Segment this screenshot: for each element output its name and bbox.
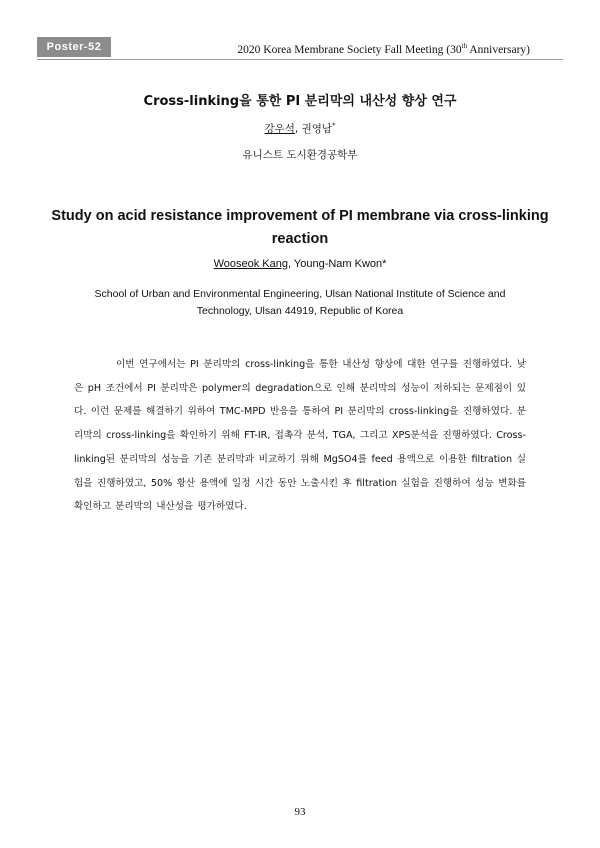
corresponding-mark: * xyxy=(332,121,336,130)
english-affiliation xyxy=(0,286,600,320)
english-title xyxy=(0,205,600,251)
english-title-line-2: reaction xyxy=(271,231,329,247)
english-affiliation-line-2: Technology, Ulsan 44919, Republic of Korea xyxy=(196,305,404,317)
page-number: 93 xyxy=(294,806,306,818)
english-authors xyxy=(0,258,600,270)
conference-name: 2020 Korea Membrane Society Fall Meeting (30 xyxy=(237,43,462,56)
english-author-2: Young-Nam Kwon* xyxy=(293,258,387,270)
abstract-body xyxy=(74,353,526,519)
korean-affiliation: 유니스트 도시환경공학부 xyxy=(242,149,358,161)
korean-authors xyxy=(0,121,600,136)
abstract-paragraph: 이번 연구에서는 PI 분리막의 cross-linking을 통한 내산성 향상에 대한 연구를 진행하였다. 낮은 pH 조건에서 PI 분리막은 polymer의 degradation으로 인해 분리막의 성능이 저하되는 문제점이 있다. 이런 문제를 해결하기 위하여 TMC-MPD 반응을 통하여 PI 분리막의 cross-linking을 진행하였다. 분리막의 cross-linking을 확인하기 위해 FT-IR, 접촉각 분석, TGA, 그리고 XPS분석을 진행하였다. Cross-linking된 분리막의 성능을 기존 분리막과 비교하기 위해 MgSO4를 feed 용액으로 이용한 filtration 실험을 진행하였고, 50% 황산 용액에 일정 시간 동안 노출시킨 후 filtration 실험을 진행하여 성능 변화를 확인하고 분리막의 내산성을 평가하였다. xyxy=(74,359,526,513)
conference-superscript: th xyxy=(461,42,468,50)
korean-author-1: 강우석 xyxy=(264,123,295,135)
conference-header xyxy=(237,42,530,56)
english-author-1: Wooseok Kang xyxy=(213,258,288,270)
english-affiliation-line-1: School of Urban and Environmental Engineering, Ulsan National Institute of Science and xyxy=(94,288,506,300)
header-divider xyxy=(37,59,563,60)
conference-name-tail: Anniversary) xyxy=(467,43,530,56)
korean-author-2: 권영남 xyxy=(301,123,333,135)
korean-title: Cross-linking을 통한 PI 분리막의 내산성 향상 연구 xyxy=(143,94,457,109)
poster-badge: Poster-52 xyxy=(37,37,111,57)
korean-author-separator: , xyxy=(294,123,302,135)
english-title-line-1: Study on acid resistance improvement of PI membrane via cross-linking xyxy=(51,208,549,224)
english-author-separator: , xyxy=(287,258,294,270)
